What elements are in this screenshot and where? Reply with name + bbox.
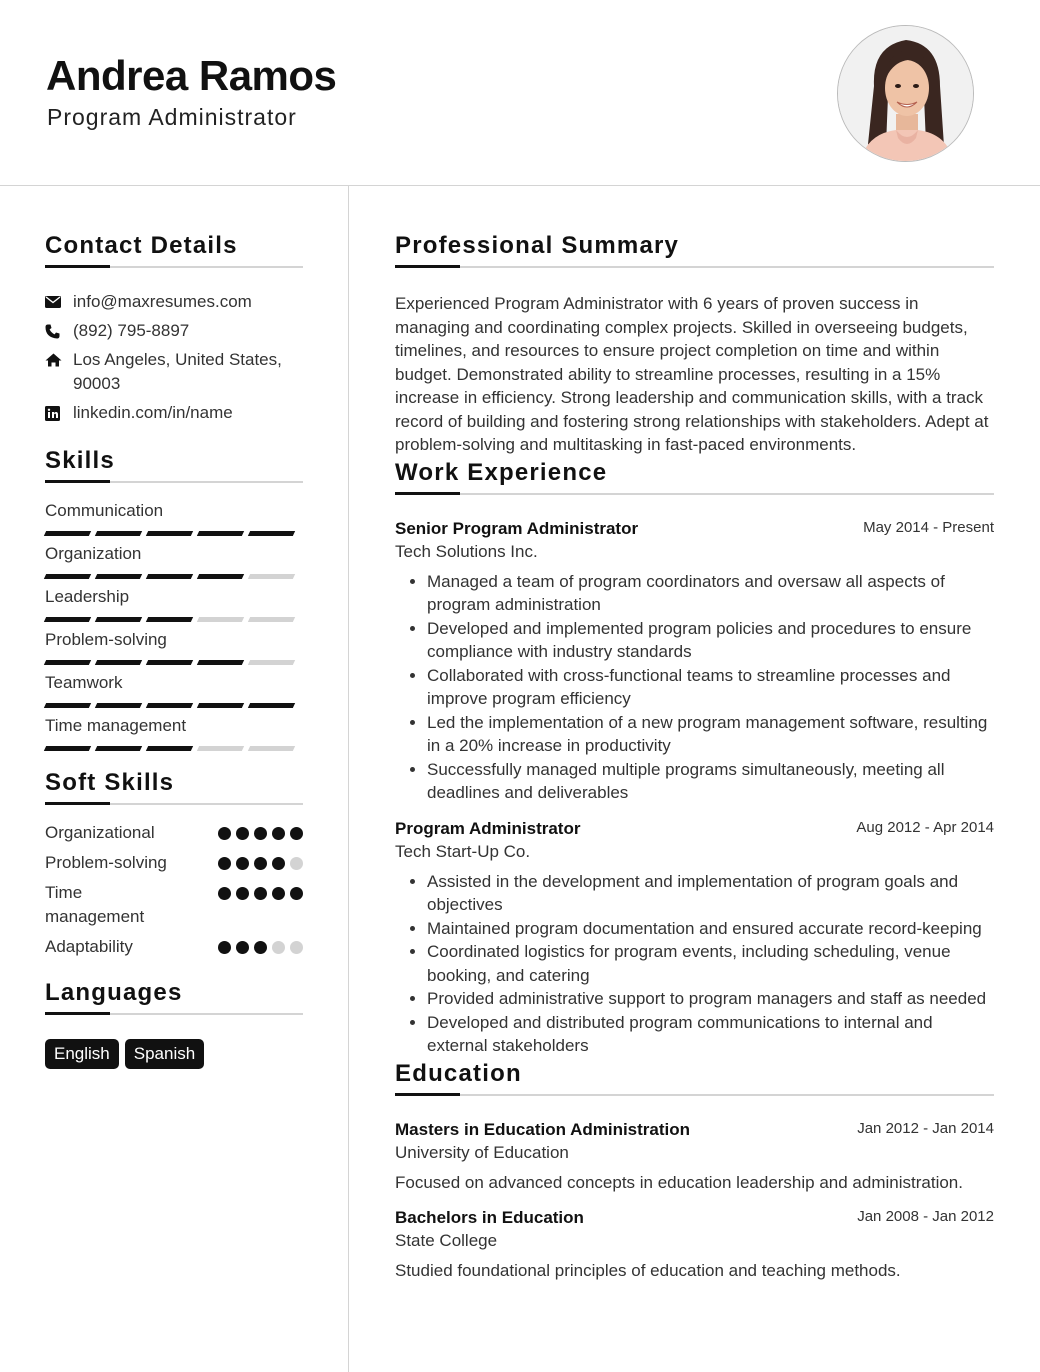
- rating-dot-filled: [272, 827, 285, 840]
- skill-bar-filled: [146, 617, 193, 622]
- skill-bar-filled: [248, 703, 295, 708]
- rating-dot-filled: [236, 941, 249, 954]
- contact-linkedin-text[interactable]: linkedin.com/in/name: [73, 403, 233, 422]
- skill-bars: [45, 531, 303, 536]
- skill-bar-empty: [197, 617, 244, 622]
- skill-bar-empty: [197, 746, 244, 751]
- skill-bar-filled: [95, 531, 142, 536]
- soft-skill-name: Organizational: [45, 823, 155, 842]
- school-name: University of Education: [395, 1142, 569, 1162]
- soft-skills-list: [45, 821, 303, 959]
- skills-list: [45, 499, 303, 751]
- skill-bar-empty: [248, 660, 295, 665]
- job-bullet: • Coordinated logistics for program events, including scheduling, venue booking, and catering: [427, 940, 994, 987]
- skill-bar-filled: [44, 574, 91, 579]
- contact-phone-text: (892) 795-8897: [73, 321, 190, 340]
- languages-list: [45, 1039, 303, 1069]
- rating-dot-empty: [290, 941, 303, 954]
- soft-skill-name: Adaptability: [45, 937, 133, 956]
- skill-bar-filled: [95, 574, 142, 579]
- rating-dot-filled: [272, 887, 285, 900]
- right-column: [395, 232, 994, 1283]
- contact-list: [45, 290, 303, 425]
- job-company: Tech Start-Up Co.: [395, 841, 531, 861]
- experience-heading: Work Experience: [395, 459, 994, 495]
- skill-bar-filled: [197, 531, 244, 536]
- soft-skill-item: [45, 935, 303, 959]
- skill-name: Teamwork: [45, 673, 123, 692]
- skill-bars: [45, 703, 303, 708]
- rating-dot-filled: [218, 887, 231, 900]
- contact-phone: [45, 319, 303, 343]
- summary-text: Experienced Program Administrator with 6 years of proven success in managing and coordinating complex projects. Skilled in overseeing budgets, timelines, and resources to ensure project completion on time and within budget. Demonstrated ability to streamline processes, resulting in a 15% increase in efficiency. Strong leadership and communication skills, with a track record of building and fostering strong relationships with stakeholders. Adept at problem-solving and multitasking in fast-paced environments.: [395, 294, 989, 454]
- contact-email: [45, 290, 303, 314]
- language-badge: English: [45, 1039, 119, 1069]
- job-bullet: • Successfully managed multiple programs simultaneously, meeting all deadlines and deliverables: [427, 758, 994, 805]
- skill-bar-filled: [197, 703, 244, 708]
- education-entry: [395, 1120, 994, 1195]
- skill-item: [45, 542, 303, 579]
- soft-skill-name: Problem-solving: [45, 853, 167, 872]
- candidate-title: Program Administrator: [47, 104, 297, 130]
- skill-bars: [45, 660, 303, 665]
- school-name: State College: [395, 1231, 498, 1250]
- soft-skill-name: Time management: [45, 883, 145, 926]
- phone-icon: [45, 319, 73, 343]
- contact-email-text[interactable]: info@maxresumes.com: [73, 292, 252, 311]
- job-bullet: • Developed and distributed program communications to internal and external stakeholders: [427, 1011, 994, 1058]
- rating-dot-filled: [254, 887, 267, 900]
- skill-name: Leadership: [45, 587, 130, 606]
- soft-skill-dots: [218, 851, 303, 875]
- rating-dot-filled: [218, 941, 231, 954]
- resume-header: [0, 0, 1040, 186]
- soft-skill-dots: [218, 935, 303, 959]
- candidate-name: Andrea Ramos: [46, 52, 337, 99]
- contact-heading: Contact Details: [45, 232, 303, 268]
- skill-bars: [45, 746, 303, 751]
- job-title: Senior Program Administrator: [395, 518, 639, 538]
- contact-linkedin: [45, 401, 303, 425]
- rating-dot-filled: [236, 887, 249, 900]
- rating-dot-filled: [254, 827, 267, 840]
- skill-bars: [45, 617, 303, 622]
- soft-skill-item: [45, 851, 303, 875]
- skill-bar-filled: [44, 746, 91, 751]
- rating-dot-filled: [254, 941, 267, 954]
- skills-heading: Skills: [45, 447, 303, 483]
- education-description: Focused on advanced concepts in education leadership and administration.: [395, 1172, 963, 1192]
- degree-title: Bachelors in Education: [395, 1208, 584, 1227]
- summary-heading: Professional Summary: [395, 232, 994, 268]
- rating-dot-empty: [290, 857, 303, 870]
- skill-name: Problem-solving: [45, 630, 167, 649]
- rating-dot-empty: [272, 941, 285, 954]
- skill-bar-filled: [95, 746, 142, 751]
- education-entry: [395, 1208, 994, 1283]
- job-bullet: • Provided administrative support to program managers and staff as needed: [427, 987, 994, 1011]
- soft-skill-item: [45, 821, 303, 845]
- languages-heading: Languages: [45, 979, 303, 1015]
- home-icon: [45, 348, 73, 372]
- soft-skills-heading: Soft Skills: [45, 769, 303, 805]
- job-bullet: • Maintained program documentation and ensured accurate record-keeping: [427, 917, 994, 941]
- job-bullets: [395, 870, 994, 1058]
- soft-skill-dots: [218, 821, 303, 845]
- skill-item: [45, 671, 303, 708]
- job-company: Tech Solutions Inc.: [395, 541, 538, 561]
- job-date: Aug 2012 - Apr 2014: [856, 818, 994, 836]
- profile-photo: [837, 25, 974, 162]
- skill-bar-filled: [95, 703, 142, 708]
- skill-bar-filled: [44, 617, 91, 622]
- skill-name: Time management: [45, 716, 187, 735]
- job-bullet: • Collaborated with cross-functional teams to streamline processes and improve program efficiency: [427, 664, 994, 711]
- job-entry: [395, 519, 994, 805]
- education-description: Studied foundational principles of education and teaching methods.: [395, 1261, 901, 1280]
- rating-dot-filled: [218, 857, 231, 870]
- skill-bar-filled: [146, 574, 193, 579]
- skill-bar-filled: [146, 746, 193, 751]
- skill-name: Organization: [45, 544, 142, 563]
- skill-item: [45, 499, 303, 536]
- rating-dot-filled: [290, 827, 303, 840]
- skill-bar-filled: [146, 703, 193, 708]
- rating-dot-filled: [254, 857, 267, 870]
- job-date: May 2014 - Present: [863, 518, 994, 536]
- skill-bar-filled: [197, 660, 244, 665]
- job-bullet: • Led the implementation of a new program management software, resulting in a 20% increase in productivity: [427, 711, 994, 758]
- job-bullet: • Managed a team of program coordinators and oversaw all aspects of program administration: [427, 570, 994, 617]
- language-badge: Spanish: [125, 1039, 204, 1069]
- job-bullet: • Developed and implemented program policies and procedures to ensure compliance with industry standards: [427, 617, 994, 664]
- rating-dot-filled: [236, 827, 249, 840]
- job-bullets: [395, 570, 994, 805]
- rating-dot-filled: [290, 887, 303, 900]
- contact-address-text: Los Angeles, United States, 90003: [73, 350, 282, 393]
- rating-dot-filled: [272, 857, 285, 870]
- contact-address: [45, 348, 303, 396]
- linkedin-icon: [45, 401, 73, 425]
- job-entry: [395, 819, 994, 1058]
- soft-skill-item: [45, 881, 303, 929]
- skill-item: [45, 714, 303, 751]
- education-date: Jan 2012 - Jan 2014: [857, 1119, 994, 1137]
- skill-bar-empty: [248, 746, 295, 751]
- skill-bar-filled: [197, 574, 244, 579]
- education-date: Jan 2008 - Jan 2012: [857, 1208, 994, 1225]
- envelope-icon: [45, 290, 73, 314]
- left-column: [45, 232, 303, 1069]
- skill-bar-empty: [248, 617, 295, 622]
- rating-dot-filled: [218, 827, 231, 840]
- skill-bar-filled: [95, 660, 142, 665]
- skill-name: Communication: [45, 501, 164, 520]
- skill-item: [45, 585, 303, 622]
- soft-skill-dots: [218, 881, 303, 929]
- skill-bar-filled: [146, 531, 193, 536]
- skill-bar-filled: [44, 703, 91, 708]
- profile-photo-image: [838, 26, 974, 162]
- job-title: Program Administrator: [395, 818, 581, 838]
- skill-bar-empty: [248, 574, 295, 579]
- skill-bar-filled: [44, 660, 91, 665]
- skill-bar-filled: [44, 531, 91, 536]
- skill-bar-filled: [95, 617, 142, 622]
- rating-dot-filled: [236, 857, 249, 870]
- skill-bars: [45, 574, 303, 579]
- job-bullet: • Assisted in the development and implementation of program goals and objectives: [427, 870, 994, 917]
- education-heading: Education: [395, 1060, 994, 1096]
- column-divider: [348, 186, 349, 1372]
- skill-item: [45, 628, 303, 665]
- skill-bar-filled: [248, 531, 295, 536]
- skill-bar-filled: [146, 660, 193, 665]
- degree-title: Masters in Education Administration: [395, 1119, 691, 1139]
